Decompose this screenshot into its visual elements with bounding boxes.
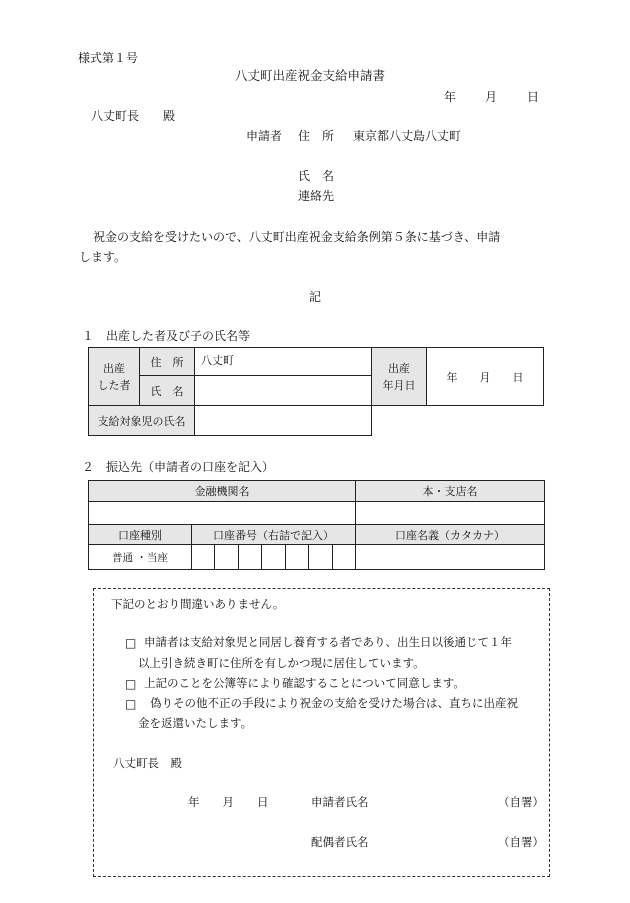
account-digit-3[interactable] bbox=[238, 545, 261, 570]
account-digit-2[interactable] bbox=[215, 545, 238, 570]
address-label-cell bbox=[140, 348, 195, 376]
account-holder-header: 口座名義（カタカナ） bbox=[395, 528, 505, 542]
spouse-name-label: 配偶者氏名 bbox=[311, 835, 369, 849]
bank-header-cell bbox=[89, 481, 356, 502]
bank-name-field[interactable] bbox=[89, 502, 356, 525]
branch-name-field[interactable] bbox=[356, 502, 545, 525]
birth-date-label-2: 年月日 bbox=[382, 378, 416, 392]
declaration-addressee: 八丈町長 殿 bbox=[113, 756, 182, 770]
declaration-intro: 下記のとおり間違いありません。 bbox=[111, 597, 285, 611]
account-type-field[interactable] bbox=[89, 545, 192, 570]
name-label-cell bbox=[140, 376, 195, 406]
applicant-contact-label: 連絡先 bbox=[298, 189, 335, 203]
applicant-address-value: 東京都八丈島八丈町 bbox=[353, 129, 462, 143]
section1-heading: １ 出産した者及び子の氏名等 bbox=[82, 329, 251, 343]
bank-header: 金融機関名 bbox=[194, 485, 250, 498]
account-number-header-cell bbox=[191, 525, 355, 545]
birth-address-value: 八丈町 bbox=[201, 354, 234, 367]
account-holder-header-cell bbox=[356, 525, 545, 545]
declaration-box bbox=[93, 588, 550, 877]
declaration-item2: 上記のことを公簿等により確認することについて同意します。 bbox=[144, 676, 465, 690]
birth-person-header bbox=[89, 348, 140, 406]
account-digit-1[interactable] bbox=[191, 545, 214, 570]
account-digit-6[interactable] bbox=[309, 545, 332, 570]
birth-address-field[interactable] bbox=[195, 348, 372, 376]
birth-info-table bbox=[88, 347, 544, 436]
birth-date-field[interactable] bbox=[427, 348, 544, 406]
checkbox-item2[interactable]: □ bbox=[125, 677, 137, 691]
account-digit-7[interactable] bbox=[332, 545, 355, 570]
applicant-name-label-sign: 申請者氏名 bbox=[311, 795, 369, 809]
declaration-item3-line1: 偽りその他不正の手段により祝金の支給を受けた場合は、直ちに出産祝 bbox=[150, 696, 518, 710]
applicant-name-label: 氏 名 bbox=[298, 169, 335, 183]
child-name-field[interactable] bbox=[195, 406, 372, 436]
birth-person-label-1: 出産 bbox=[103, 361, 125, 375]
checkbox-item1[interactable]: □ bbox=[125, 636, 137, 650]
applicant-address-label: 住 所 bbox=[298, 129, 335, 143]
spouse-signature-note: （自署） bbox=[498, 835, 544, 849]
section2-heading: ２ 振込先（申請者の口座を記入） bbox=[82, 460, 275, 474]
request-text-line2: します。 bbox=[79, 250, 127, 264]
account-number-header: 口座番号（右詰で記入） bbox=[212, 528, 334, 542]
branch-header: 本・支店名 bbox=[422, 485, 478, 498]
bank-account-table bbox=[88, 480, 545, 570]
addressee: 八丈町長 殿 bbox=[91, 109, 176, 123]
form-number: 様式第１号 bbox=[78, 51, 139, 65]
birth-name-field[interactable] bbox=[195, 376, 372, 406]
request-text-line1: 祝金の支給を受けたいので、八丈町出産祝金支給条例第５条に基づき、申請 bbox=[93, 230, 501, 244]
account-type-header: 口座種別 bbox=[117, 528, 162, 542]
child-name-label-cell bbox=[89, 406, 195, 436]
declaration-item3-line2: 金を返還いたします。 bbox=[138, 716, 253, 730]
child-name-label: 支給対象児の氏名 bbox=[97, 414, 186, 428]
declaration-item1-line2: 以上引き続き町に住所を有しかつ現に居住しています。 bbox=[138, 656, 425, 670]
declaration-item1-line1: 申請者は支給対象児と同居し養育する者であり、出生日以後通じて１年 bbox=[144, 635, 512, 649]
birth-date-value: 年 月 日 bbox=[446, 370, 524, 384]
address-label: 住 所 bbox=[150, 355, 184, 369]
birth-date-label-1: 出産 bbox=[388, 361, 410, 375]
account-holder-field[interactable] bbox=[356, 545, 545, 570]
form-title: 八丈町出産祝金支給申請書 bbox=[235, 68, 386, 83]
birth-person-label-2: した者 bbox=[97, 378, 131, 392]
declaration-date: 年 月 日 bbox=[188, 795, 269, 809]
branch-header-cell bbox=[356, 481, 545, 502]
birth-date-header bbox=[372, 348, 427, 406]
account-type-header-cell bbox=[89, 525, 192, 545]
applicant-label: 申請者 bbox=[246, 129, 283, 143]
account-type-value: 普通 ・当座 bbox=[112, 551, 168, 564]
date-month: 月 bbox=[485, 90, 498, 104]
ki-heading: 記 bbox=[309, 290, 322, 304]
date-day: 日 bbox=[527, 90, 540, 104]
account-digit-4[interactable] bbox=[262, 545, 285, 570]
applicant-signature-note: （自署） bbox=[498, 795, 544, 809]
checkbox-item3[interactable]: □ bbox=[125, 697, 137, 711]
date-year: 年 bbox=[444, 90, 457, 104]
account-digit-5[interactable] bbox=[285, 545, 308, 570]
name-label: 氏 名 bbox=[150, 384, 184, 398]
